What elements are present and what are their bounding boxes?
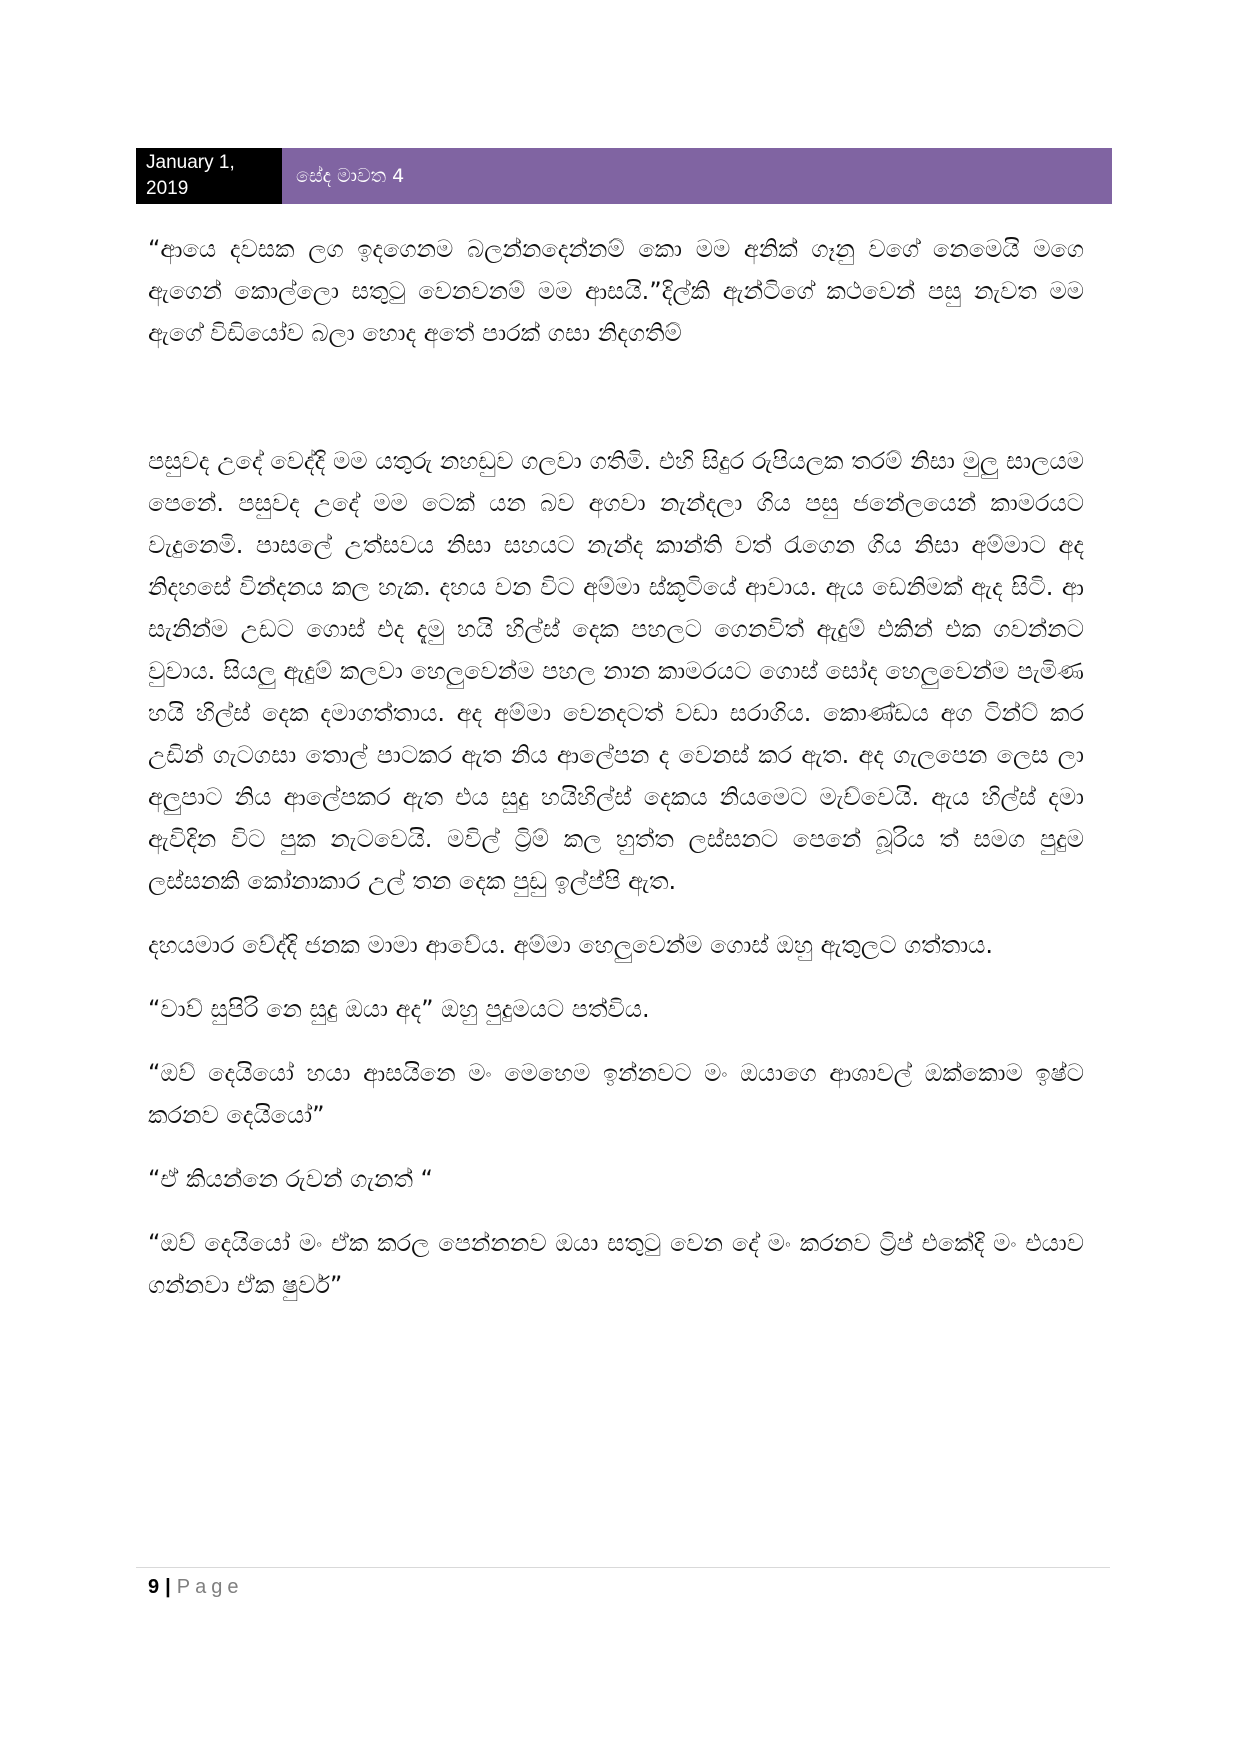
header-title: සේද මාවත 4 — [282, 148, 1112, 204]
paragraph-6: “ඒ කියන්නෙ රුවන් ගැනත් “ — [148, 1165, 433, 1193]
paragraph-4: “වාව් සුපිරි නෙ සුදු ඔයා අද” ඔහු පුදුමයට පත්විය. — [148, 995, 650, 1023]
document-body — [148, 228, 1084, 1328]
page-label: Page — [176, 1576, 244, 1598]
footer-separator: | — [165, 1576, 171, 1598]
paragraph-1: “ආයෙ දවසක ලග ඉදගෙනම බලන්නදෙන්නම් කො මම අනික් ගෑනු වගේ නෙමෙයි මගෙ ඇගෙන් කොල්ලො සතුටු වෙනවනම් මම ආසයි.”දිල්කි ඇන්ටිගේ කථවෙන් පසු නැවත මම ඇගේ විඩියෝව බලා හොද අතේ පාරක් ගසා නිදගතිම් — [148, 235, 1084, 347]
page-footer — [148, 1572, 243, 1602]
header-date: January 1, 2019 — [136, 148, 282, 204]
footer-divider — [136, 1567, 1110, 1568]
paragraph-7: “ඔව් දෙයියෝ මං ඒක කරල පෙන්නනව ඔයා සතුටු වෙන දේ මං කරනව ට්‍රිප් එකේදි මං එයාව ගන්නවා ඒක ෂුවර්” — [148, 1229, 1084, 1299]
paragraph-3: දහයමාර වේද්දි ජනක මාමා ආවේය. අම්මා හෙලුවෙන්ම ගොස් ඔහු ඇතුලට ගත්තාය. — [148, 931, 994, 959]
paragraph-5: “ඔව් දෙයියෝ හයා ආසයිනෙ මං මෙහෙම ඉන්නවට මං ඔයාගෙ ආශාවල් ඔක්කොම ඉෂ්ට කරනව දෙයියෝ” — [148, 1059, 1084, 1129]
paragraph-2: පසුවද උදේ වෙද්දි මම යතුරු නහඩුව ගලවා ගතිමි. එහි සිදුර රුපියලක තරම් නිසා මුලු සාලයම පෙනේ. පසුවද උදේ මම ටෙක් යන බව අගවා නැන්දලා ගිය පසු ජනේලයෙන් කාමරයට වැදුනෙමි. පාසලේ උත්සවය නිසා සහයට නැන්ද කාන්ති වත් රැගෙන ගිය නිසා අම්මාට අද නිදහසේ වින්දනය කල හැක. දහය වන විට අම්මා ස්කූටියේ ආවාය. ඇය ඩෙනිමක් ඇද සිටි. ආ සැනින්ම උඩට ගොස් එද දැමු හයි හිල්ස් දෙක පහලට ගෙනවිත් ඇදුම් එකින් එක ගවන්නට වුවාය. සියලු ඇදුම් කලවා හෙලුවෙන්ම පහල නාන කාමරයට ගොස් සෝද හෙලුවෙන්ම පැමිණ හයි හිල්ස් දෙක දමාගත්තාය. අද අම්මා වෙනදටත් වඩා සරාගිය. කොණ්ඩය අග ටින්ට් කර උඩින් ගැටගසා තොල් පාටකර ඇත නිය ආලේපන ද වෙනස් කර ඇත. අද ගැලපෙන ලෙස ලා අලුපාට නිය ආලේපකර ඇත එය සුදු හයිහිල්ස් දෙකය නියමෙට මැච්වෙයි. ඇය හිල්ස් දමා ඇවිදින විට පුක නැටවෙයි. මවිල් ට්‍රිම් කල හුත්ත ලස්සනට පෙනේ බූරිය ත් සමග පුදුම ලස්සනකි කෝනාකාර උල් තන දෙක පුඩු ඉල්ප්පි ඇත. — [148, 447, 1084, 895]
page-header — [136, 148, 1112, 204]
page-number: 9 — [148, 1576, 160, 1598]
